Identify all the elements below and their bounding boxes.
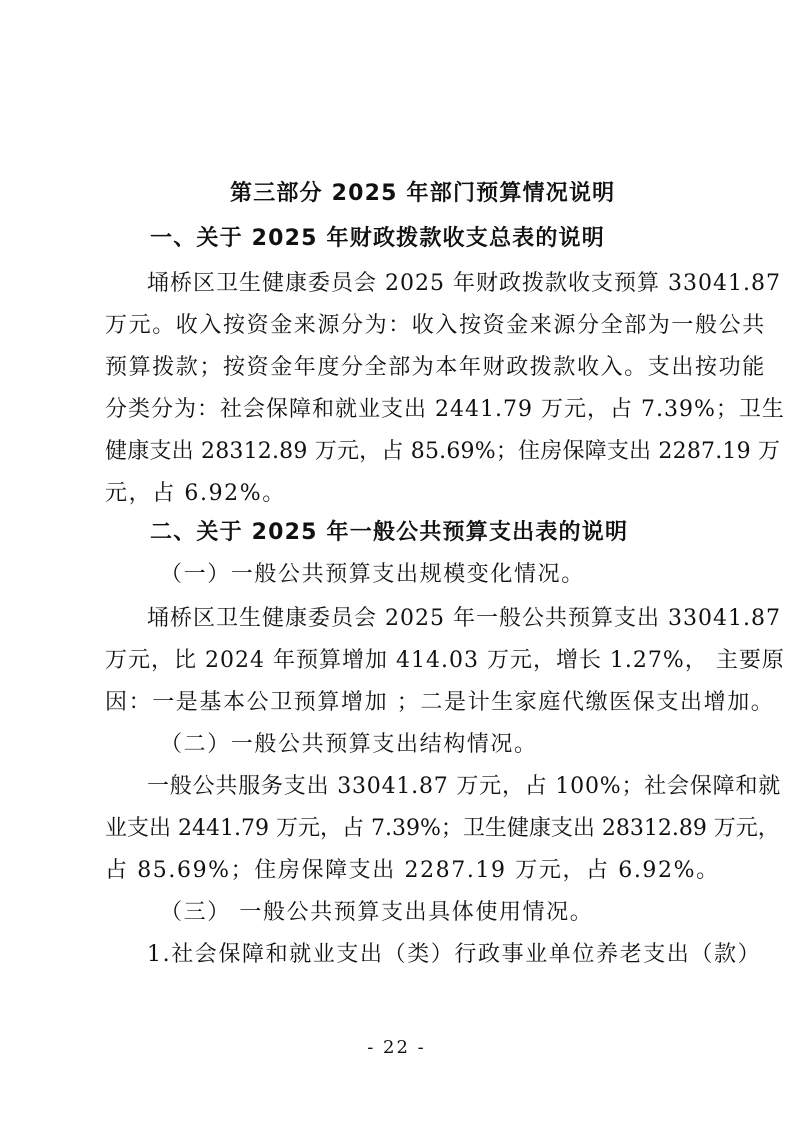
page-title: 第三部分 2025 年部门预算情况说明 <box>230 181 616 206</box>
subsection2-paragraph-line: 业支出 2441.79 万元，占 7.39%；卫生健康支出 28312.89 万元， <box>105 816 780 841</box>
subsection2-paragraph-line: 占 85.69%；住房保障支出 2287.19 万元，占 6.92%。 <box>105 858 720 883</box>
section1-heading: 一、关于 2025 年财政拨款收支总表的说明 <box>150 226 605 251</box>
subsection1-paragraph-line: 因：一是基本公卫预算增加 ；二是计生家庭代缴医保支出增加。 <box>105 690 775 715</box>
section1-paragraph-line: 万元。收入按资金来源分为：收入按资金来源分全部为一般公共 <box>105 313 766 338</box>
subsection2-heading: （二）一般公共预算支出结构情况。 <box>160 732 538 757</box>
subsection3-paragraph-line: 1.社会保障和就业支出（类）行政事业单位养老支出（款） <box>147 942 762 967</box>
subsection2-paragraph-line: 一般公共服务支出 33041.87 万元，占 100%；社会保障和就 <box>147 774 782 799</box>
section1-paragraph-line: 健康支出 28312.89 万元，占 85.69%；住房保障支出 2287.19 万 <box>105 439 781 464</box>
subsection1-paragraph-line: 埇桥区卫生健康委员会 2025 年一般公共预算支出 33041.87 <box>147 606 781 631</box>
page-number: - 22 - <box>367 1037 426 1058</box>
subsection1-heading: （一）一般公共预算支出规模变化情况。 <box>160 562 585 587</box>
section1-paragraph-line: 元，占 6.92%。 <box>105 481 286 506</box>
section2-heading: 二、关于 2025 年一般公共预算支出表的说明 <box>150 520 629 545</box>
section1-paragraph-line: 分类分为：社会保障和就业支出 2441.79 万元，占 7.39%；卫生 <box>105 397 785 422</box>
section1-paragraph-line: 埇桥区卫生健康委员会 2025 年财政拨款收支预算 33041.87 <box>147 271 781 296</box>
section1-paragraph-line: 预算拨款；按资金年度分全部为本年财政拨款收入。支出按功能 <box>105 355 766 380</box>
subsection1-paragraph-line: 万元，比 2024 年预算增加 414.03 万元，增长 1.27%， 主要原 <box>105 648 785 673</box>
subsection3-heading: （三） 一般公共预算支出具体使用情况。 <box>160 900 594 925</box>
